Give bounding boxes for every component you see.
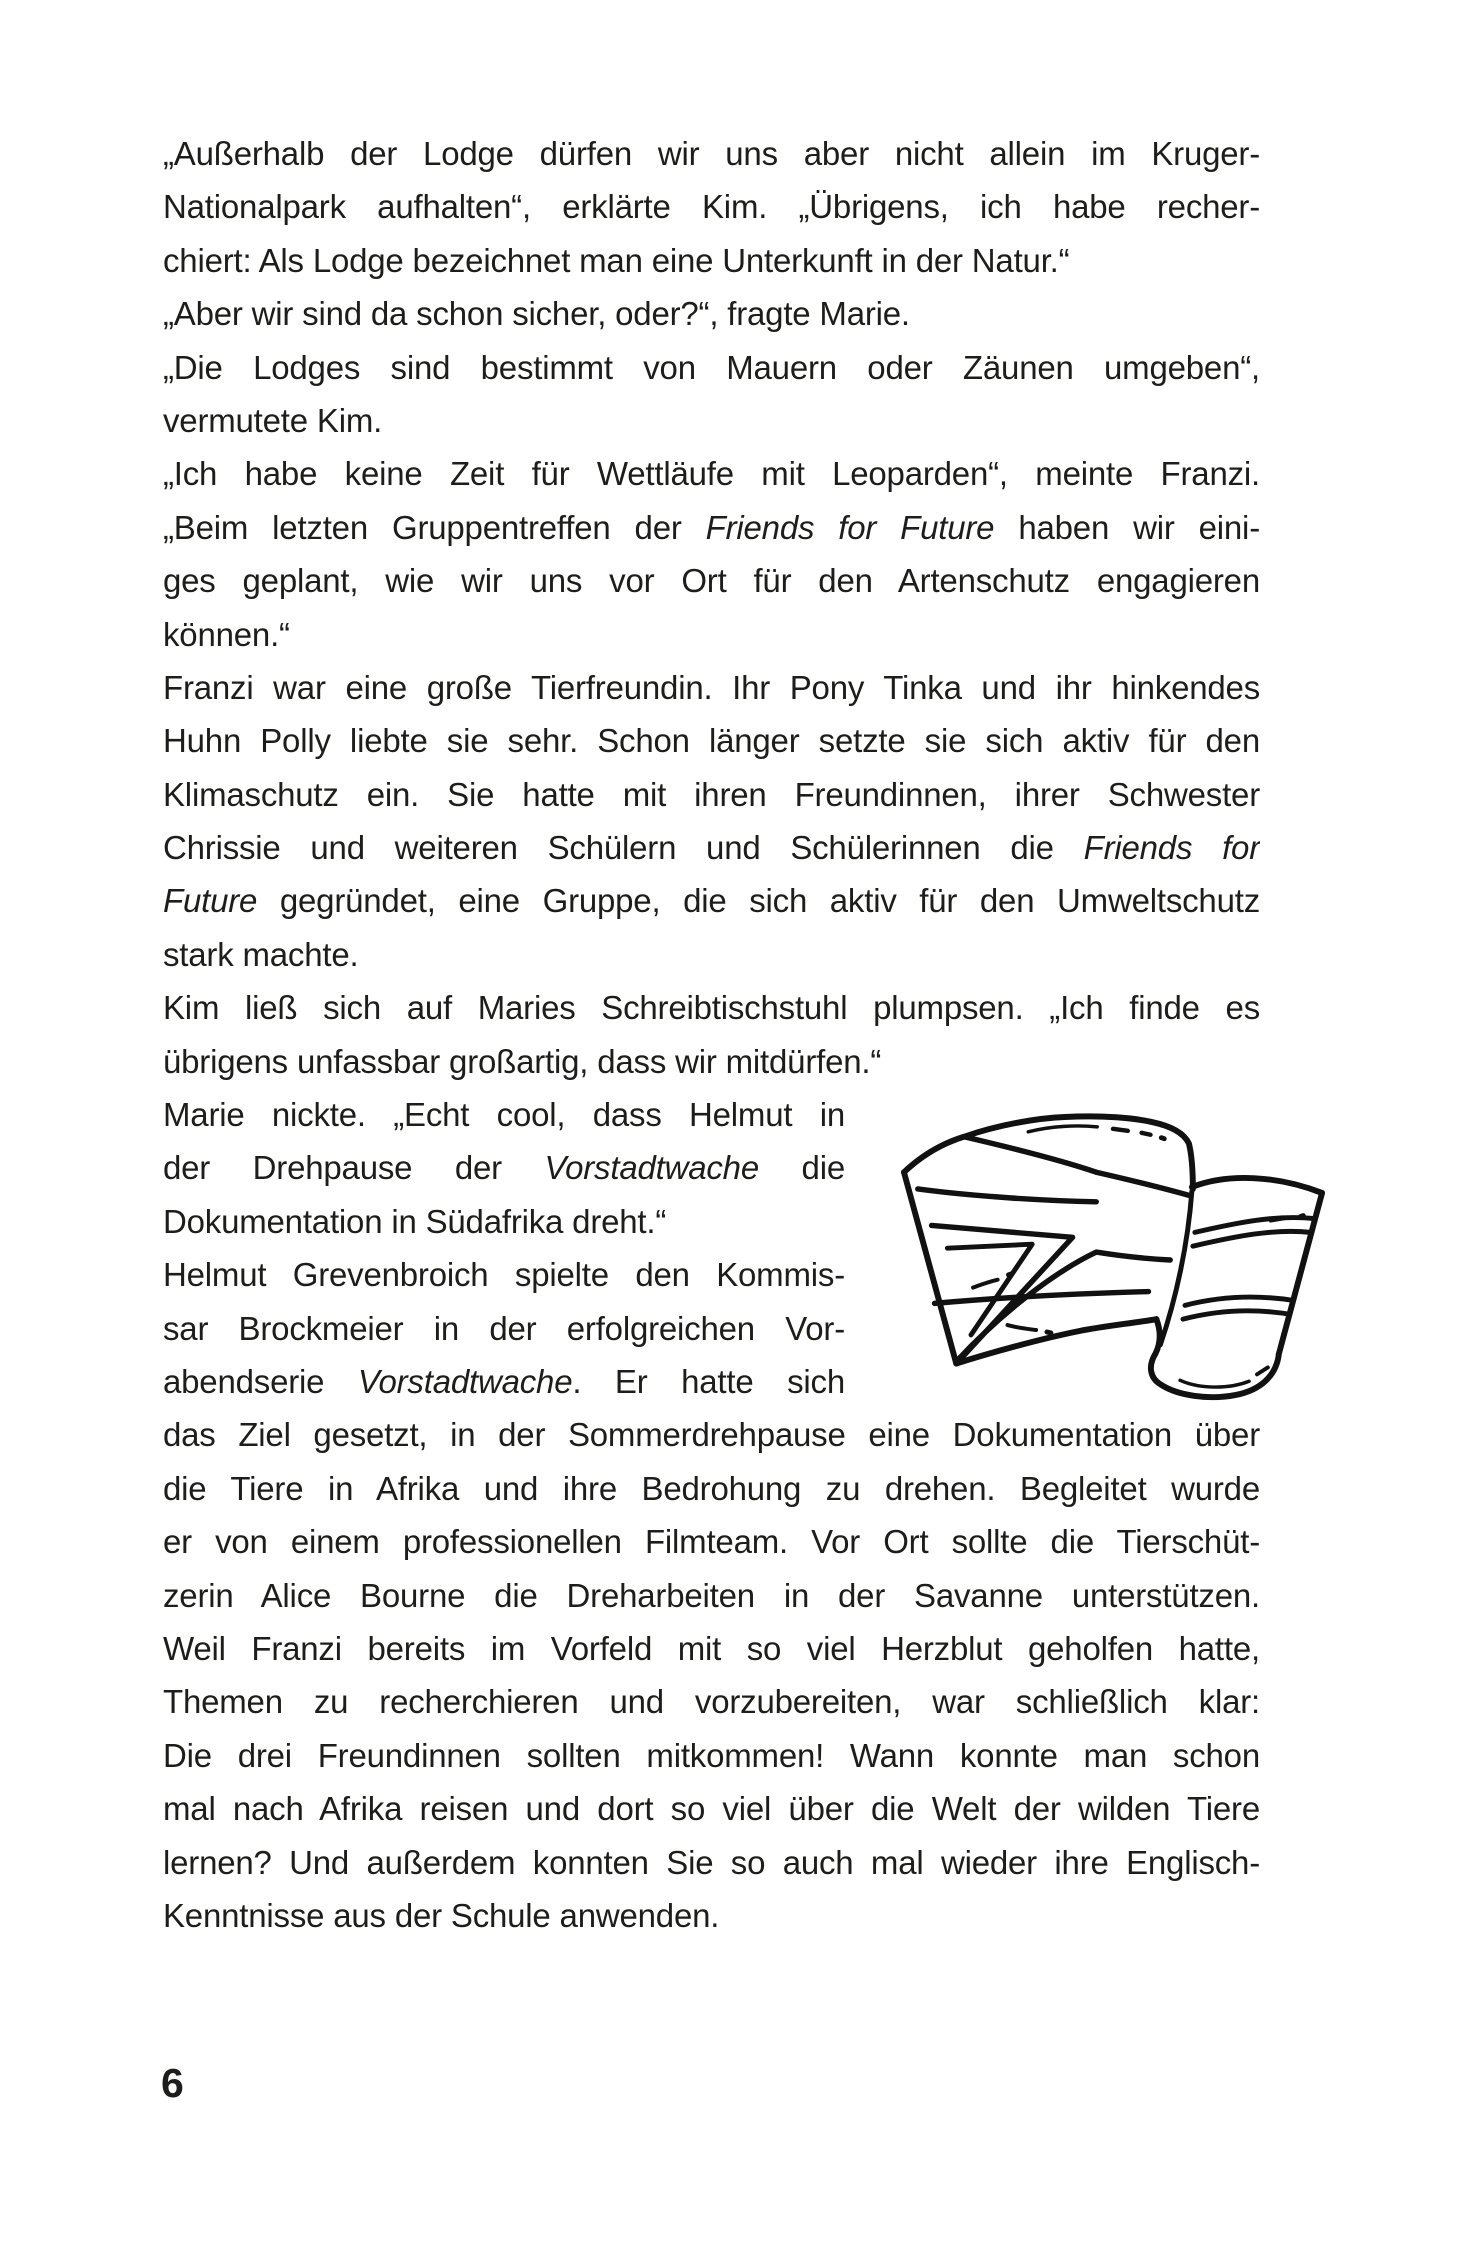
- text-segment: „Ich habe keine Zeit für Wettläufe mit Leoparden“, meinte Franzi.: [163, 455, 1260, 493]
- text-line: [163, 1302, 845, 1355]
- text-line: [163, 928, 1260, 981]
- text-line: [163, 447, 1260, 500]
- text-line: [163, 554, 1260, 607]
- text-segment: Chrissie und weiteren Schülern und Schülerinnen die: [163, 829, 1084, 867]
- text-line: [163, 1515, 1260, 1568]
- text-segment: Huhn Polly liebte sie sehr. Schon länger setzte sie sich aktiv für den: [163, 722, 1260, 760]
- text-segment: Klimaschutz ein. Sie hatte mit ihren Freundinnen, ihrer Schwester: [163, 775, 1260, 813]
- text-line: [163, 234, 1260, 287]
- text-line: [163, 501, 1260, 554]
- text-segment: übrigens unfassbar großartig, dass wir mitdürfen.“: [163, 1042, 882, 1080]
- text-line: [163, 1782, 1260, 1835]
- text-segment: „Die Lodges sind bestimmt von Mauern oder Zäunen umgeben“,: [163, 348, 1260, 386]
- text-line: [163, 821, 1260, 874]
- text-segment: lernen? Und außerdem konnten Sie so auch mal wieder ihre Englisch-: [163, 1843, 1260, 1881]
- italic-text-segment: Vorstadtwache: [357, 1362, 573, 1400]
- text-segment: die: [759, 1149, 845, 1187]
- text-line: [163, 1355, 845, 1408]
- page-number: 6: [161, 2060, 184, 2106]
- text-segment: er von einem professionellen Filmteam. Vor Ort sollte die Tierschüt-: [163, 1523, 1260, 1561]
- text-line: [163, 287, 1260, 340]
- text-line: [163, 1569, 1260, 1622]
- text-block: [163, 127, 1260, 1942]
- italic-text-segment: Friends for: [1083, 829, 1260, 867]
- text-segment: Nationalpark aufhalten“, erklärte Kim. „Übrigens, ich habe recher-: [163, 188, 1260, 226]
- italic-text-segment: Friends for Future: [705, 508, 995, 546]
- south-africa-flag-icon: [902, 1116, 1326, 1402]
- text-line: [163, 981, 1260, 1034]
- text-line: [163, 1836, 1260, 1889]
- italic-text-segment: Vorstadtwache: [544, 1149, 759, 1187]
- text-segment: zerin Alice Bourne die Dreharbeiten in der Savanne unterstützen.: [163, 1576, 1260, 1614]
- text-line: [163, 768, 1260, 821]
- text-segment: der Drehpause der: [163, 1149, 545, 1187]
- text-line: [163, 608, 1260, 661]
- text-line: [163, 1141, 845, 1194]
- text-line: [163, 394, 1260, 447]
- text-segment: haben wir eini-: [994, 508, 1260, 546]
- text-line: [163, 661, 1260, 714]
- text-line: [163, 1889, 1260, 1942]
- text-segment: gegründet, eine Gruppe, die sich aktiv für den Umweltschutz: [257, 882, 1260, 920]
- text-line: [163, 341, 1260, 394]
- text-line: [163, 1408, 1260, 1461]
- text-segment: das Ziel gesetzt, in der Sommerdrehpause eine Dokumentation über: [163, 1416, 1260, 1454]
- text-line: [163, 714, 1260, 767]
- text-segment: „Aber wir sind da schon sicher, oder?“, fragte Marie.: [163, 295, 910, 333]
- text-segment: vermutete Kim.: [163, 401, 383, 439]
- text-segment: mal nach Afrika reisen und dort so viel über die Welt der wilden Tiere: [163, 1790, 1260, 1828]
- text-line: [163, 1462, 1260, 1515]
- text-line: [163, 1729, 1260, 1782]
- text-line: [163, 1622, 1260, 1675]
- text-segment: Helmut Grevenbroich spielte den Kommis-: [163, 1256, 845, 1294]
- text-line: [163, 1088, 845, 1141]
- text-segment: Kenntnisse aus der Schule anwenden.: [163, 1896, 720, 1934]
- text-segment: . Er hatte sich: [572, 1362, 845, 1400]
- text-segment: ges geplant, wie wir uns vor Ort für den Artenschutz engagieren: [163, 562, 1260, 600]
- text-segment: chiert: Als Lodge bezeichnet man eine Unterkunft in der Natur.“: [163, 241, 1070, 279]
- text-line: [163, 1035, 1260, 1088]
- text-segment: abendserie: [163, 1362, 358, 1400]
- text-segment: Marie nickte. „Echt cool, dass Helmut in: [163, 1096, 845, 1134]
- text-segment: Dokumentation in Südafrika dreht.“: [163, 1202, 667, 1240]
- text-segment: sar Brockmeier in der erfolgreichen Vor-: [163, 1309, 845, 1347]
- text-segment: Die drei Freundinnen sollten mitkommen! Wann konnte man schon: [163, 1736, 1260, 1774]
- text-segment: „Beim letzten Gruppentreffen der: [163, 508, 706, 546]
- text-segment: Franzi war eine große Tierfreundin. Ihr Pony Tinka und ihr hinkendes: [163, 668, 1260, 706]
- text-line: [163, 874, 1260, 927]
- italic-text-segment: Future: [163, 882, 258, 920]
- text-segment: Weil Franzi bereits im Vorfeld mit so viel Herzblut geholfen hatte,: [163, 1629, 1260, 1667]
- south-africa-flag-illustration: [902, 1116, 1326, 1402]
- text-line: [163, 1248, 845, 1301]
- text-line: [163, 1195, 845, 1248]
- text-segment: stark machte.: [163, 935, 359, 973]
- text-segment: Themen zu recherchieren und vorzubereiten, war schließlich klar:: [163, 1683, 1260, 1721]
- text-line: [163, 127, 1260, 180]
- text-line: [163, 1675, 1260, 1728]
- text-line: [163, 180, 1260, 233]
- text-segment: „Außerhalb der Lodge dürfen wir uns aber nicht allein im Kruger-: [163, 135, 1260, 172]
- text-segment: können.“: [163, 615, 290, 653]
- text-segment: Kim ließ sich auf Maries Schreibtischstuhl plumpsen. „Ich finde es: [163, 989, 1260, 1027]
- text-segment: die Tiere in Afrika und ihre Bedrohung zu drehen. Begleitet wurde: [163, 1469, 1260, 1507]
